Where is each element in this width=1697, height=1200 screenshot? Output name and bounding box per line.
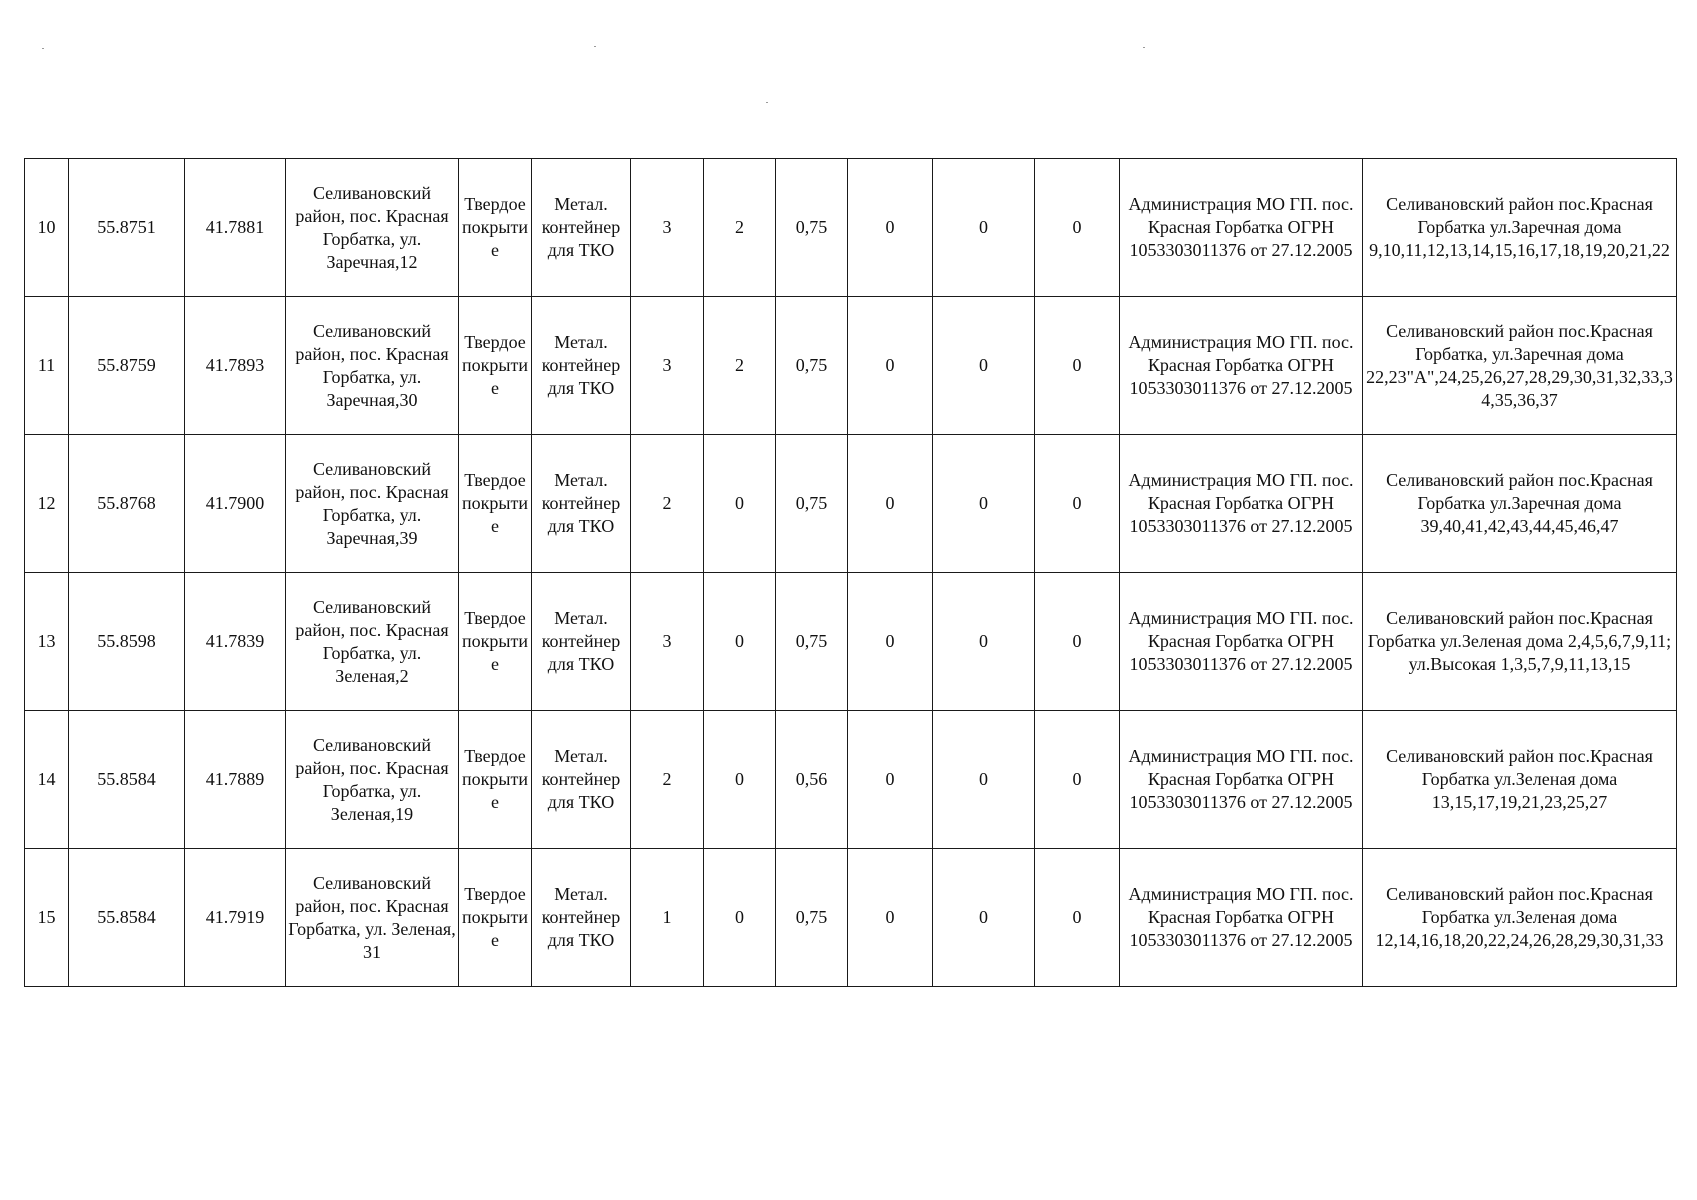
extra-count-3-cell: 0 [1035,159,1120,297]
longitude-cell: 41.7881 [185,159,286,297]
volume-cell: 0,75 [776,573,848,711]
latitude-cell: 55.8759 [69,297,185,435]
container-type-cell: Метал. контейнер для ТКО [532,849,631,987]
owner-cell: Администрация МО ГП. пос. Красная Горбатка ОГРН 1053303011376 от 27.12.2005 [1120,711,1363,849]
table-body [25,159,1677,987]
row-number-cell: 14 [25,711,69,849]
latitude-cell: 55.8584 [69,849,185,987]
table-row [25,849,1677,987]
extra-count-3-cell: 0 [1035,849,1120,987]
longitude-cell: 41.7919 [185,849,286,987]
longitude-cell: 41.7889 [185,711,286,849]
table-row [25,711,1677,849]
extra-count-2-cell: 0 [933,435,1035,573]
volume-cell: 0,75 [776,159,848,297]
scan-speck [766,102,768,103]
extra-count-2-cell: 0 [933,159,1035,297]
address-cell: Селивановский район, пос. Красная Горбатка, ул. Зеленая,19 [286,711,459,849]
container-type-cell: Метал. контейнер для ТКО [532,573,631,711]
surface-cell: Твердое покрытие [459,573,532,711]
extra-count-2-cell: 0 [933,711,1035,849]
owner-cell: Администрация МО ГП. пос. Красная Горбатка ОГРН 1053303011376 от 27.12.2005 [1120,159,1363,297]
placed-count-cell: 0 [704,573,776,711]
volume-cell: 0,75 [776,297,848,435]
address-cell: Селивановский район, пос. Красная Горбатка, ул. Заречная,12 [286,159,459,297]
surface-cell: Твердое покрытие [459,297,532,435]
latitude-cell: 55.8768 [69,435,185,573]
container-type-cell: Метал. контейнер для ТКО [532,297,631,435]
row-number-cell: 15 [25,849,69,987]
surface-cell: Твердое покрытие [459,849,532,987]
row-number-cell: 13 [25,573,69,711]
address-cell: Селивановский район, пос. Красная Горбатка, ул. Заречная,30 [286,297,459,435]
row-number-cell: 12 [25,435,69,573]
container-type-cell: Метал. контейнер для ТКО [532,711,631,849]
surface-cell: Твердое покрытие [459,711,532,849]
volume-cell: 0,75 [776,849,848,987]
placed-count-cell: 2 [704,297,776,435]
planned-count-cell: 3 [631,573,704,711]
longitude-cell: 41.7839 [185,573,286,711]
planned-count-cell: 3 [631,297,704,435]
extra-count-3-cell: 0 [1035,573,1120,711]
address-cell: Селивановский район, пос. Красная Горбатка, ул. Зеленая, 31 [286,849,459,987]
surface-cell: Твердое покрытие [459,435,532,573]
extra-count-1-cell: 0 [848,573,933,711]
planned-count-cell: 2 [631,435,704,573]
served-objects-cell: Селивановский район пос.Красная Горбатка ул.Зеленая дома 12,14,16,18,20,22,24,26,28,29,30,31,33 [1363,849,1677,987]
volume-cell: 0,75 [776,435,848,573]
row-number-cell: 11 [25,297,69,435]
owner-cell: Администрация МО ГП. пос. Красная Горбатка ОГРН 1053303011376 от 27.12.2005 [1120,297,1363,435]
placed-count-cell: 0 [704,435,776,573]
container-type-cell: Метал. контейнер для ТКО [532,435,631,573]
extra-count-3-cell: 0 [1035,711,1120,849]
planned-count-cell: 1 [631,849,704,987]
surface-cell: Твердое покрытие [459,159,532,297]
owner-cell: Администрация МО ГП. пос. Красная Горбатка ОГРН 1053303011376 от 27.12.2005 [1120,435,1363,573]
planned-count-cell: 3 [631,159,704,297]
latitude-cell: 55.8751 [69,159,185,297]
scan-speck [594,46,596,47]
table-row [25,435,1677,573]
latitude-cell: 55.8584 [69,711,185,849]
extra-count-2-cell: 0 [933,297,1035,435]
longitude-cell: 41.7893 [185,297,286,435]
owner-cell: Администрация МО ГП. пос. Красная Горбатка ОГРН 1053303011376 от 27.12.2005 [1120,573,1363,711]
row-number-cell: 10 [25,159,69,297]
extra-count-3-cell: 0 [1035,435,1120,573]
extra-count-2-cell: 0 [933,573,1035,711]
planned-count-cell: 2 [631,711,704,849]
served-objects-cell: Селивановский район пос.Красная Горбатка ул.Заречная дома 39,40,41,42,43,44,45,46,47 [1363,435,1677,573]
scan-speck [1143,47,1145,48]
served-objects-cell: Селивановский район пос.Красная Горбатка ул.Заречная дома 9,10,11,12,13,14,15,16,17,18,19,20,21,22 [1363,159,1677,297]
address-cell: Селивановский район, пос. Красная Горбатка, ул. Заречная,39 [286,435,459,573]
owner-cell: Администрация МО ГП. пос. Красная Горбатка ОГРН 1053303011376 от 27.12.2005 [1120,849,1363,987]
waste-sites-table [24,158,1677,987]
container-type-cell: Метал. контейнер для ТКО [532,159,631,297]
extra-count-2-cell: 0 [933,849,1035,987]
served-objects-cell: Селивановский район пос.Красная Горбатка, ул.Заречная дома 22,23"А",24,25,26,27,28,29,30,31,32,33,34,35,36,37 [1363,297,1677,435]
extra-count-1-cell: 0 [848,159,933,297]
extra-count-1-cell: 0 [848,711,933,849]
volume-cell: 0,56 [776,711,848,849]
served-objects-cell: Селивановский район пос.Красная Горбатка ул.Зеленая дома 2,4,5,6,7,9,11; ул.Высокая 1,3,5,7,9,11,13,15 [1363,573,1677,711]
extra-count-3-cell: 0 [1035,297,1120,435]
extra-count-1-cell: 0 [848,435,933,573]
placed-count-cell: 2 [704,159,776,297]
extra-count-1-cell: 0 [848,849,933,987]
table-row [25,297,1677,435]
placed-count-cell: 0 [704,711,776,849]
address-cell: Селивановский район, пос. Красная Горбатка, ул. Зеленая,2 [286,573,459,711]
placed-count-cell: 0 [704,849,776,987]
served-objects-cell: Селивановский район пос.Красная Горбатка ул.Зеленая дома 13,15,17,19,21,23,25,27 [1363,711,1677,849]
latitude-cell: 55.8598 [69,573,185,711]
extra-count-1-cell: 0 [848,297,933,435]
longitude-cell: 41.7900 [185,435,286,573]
table-row [25,159,1677,297]
scan-speck [42,48,44,49]
table-row [25,573,1677,711]
